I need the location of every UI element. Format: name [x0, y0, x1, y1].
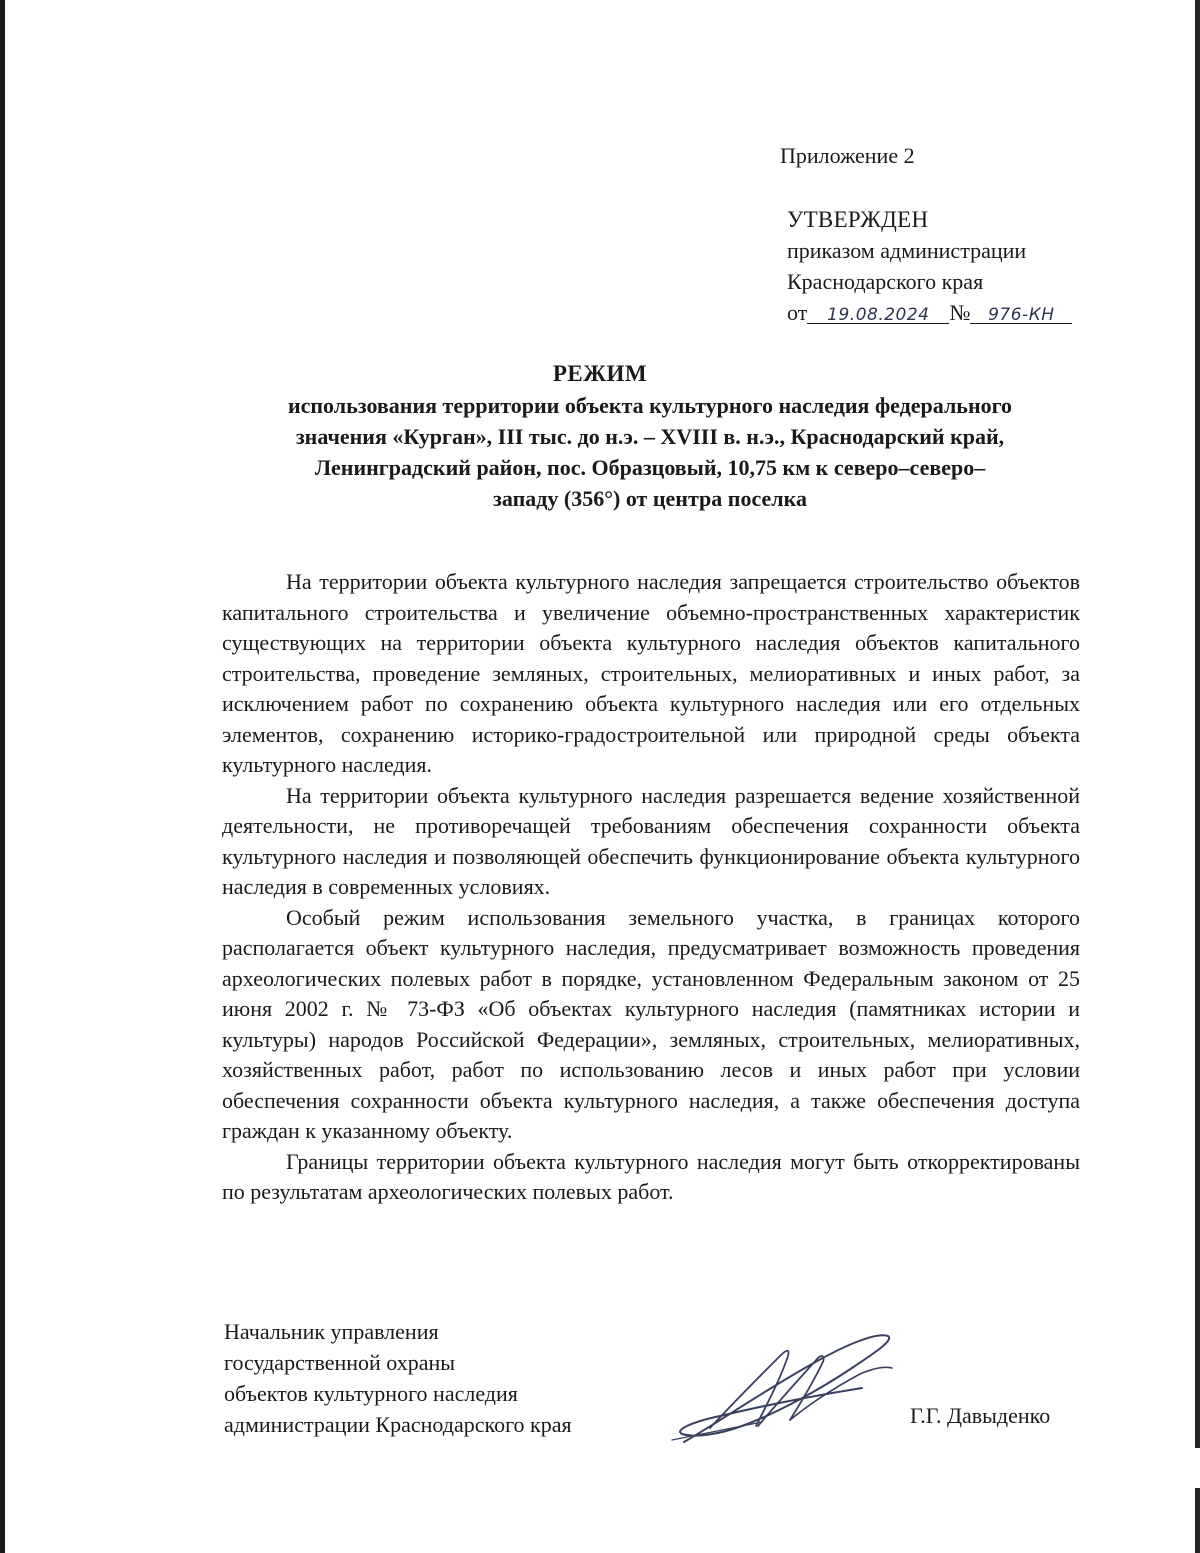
body-paragraph: На территории объекта культурного наследия запрещается строительство объектов капитального строительства и увеличение объемно-пространственных характеристик существующих на территории объекта культурного наследия объектов капитального строительства, проведение земляных, строительных, мелиоративных и иных работ, за исключением работ по сохранению объекта культурного наследия или его отдельных элементов, сохранению историко-градостроительной или природной среды объекта культурного наследия. [222, 569, 1080, 777]
signer-name: Г.Г. Давыденко [910, 1403, 1051, 1428]
subtitle-line: использования территории объекта культурного наследия федерального [287, 393, 1013, 418]
body-paragraph: Границы территории объекта культурного наследия могут быть откорректированы по результатам археологических полевых работ. [222, 1148, 1080, 1204]
date-field [807, 299, 949, 324]
subtitle-line: значения «Курган», III тыс. до н.э. – XVIII в. н.э., Краснодарский край, [295, 424, 1005, 449]
approval-line: Краснодарского края [787, 269, 984, 294]
approval-line: приказом администрации [787, 238, 1027, 263]
number-prefix: № [949, 300, 971, 325]
subtitle-line: Ленинградский район, пос. Образцовый, 10,75 км к северо–северо– [314, 455, 986, 480]
subtitle-line: западу (356°) от центра поселка [493, 486, 807, 511]
scan-edge-left [0, 0, 5, 1553]
handwritten-number: 976-КН [988, 305, 1055, 325]
handwritten-date: 19.08.2024 [827, 305, 930, 325]
signer-position-line: Начальник управления [224, 1319, 439, 1344]
document-title: РЕЖИМ [552, 361, 648, 386]
handwritten-signature [662, 1322, 902, 1452]
approval-heading: УТВЕРЖДЕН [787, 207, 929, 232]
number-field [970, 299, 1072, 324]
body-paragraph: На территории объекта культурного наследия разрешается ведение хозяйственной деятельности, не противоречащей требованиям обеспечения сохранности объекта культурного наследия и позволяющей обеспечить функционирование объекта культурного наследия в современных условиях. [222, 782, 1080, 899]
document-body [222, 567, 1080, 1208]
signer-position-line: администрации Краснодарского края [224, 1412, 572, 1437]
approval-date-line [787, 297, 1072, 328]
body-paragraph: Особый режим использования земельного участка, в границах которого располагается объект культурного наследия, предусматривает возможность проведения археологических полевых работ в порядке, установленном Федеральным законом от 25 июня 2002 г. № 73-ФЗ «Об объектах культурного наследия (памятниках истории и культуры) народов Российской Федерации», земляных, строительных, мелиоративных, хозяйственных работ, работ по использованию лесов и иных работ при условии обеспечения сохранности объекта культурного наследия, а также обеспечения доступа граждан к указанному объекту. [222, 904, 1080, 1143]
approval-block [787, 204, 1072, 328]
signer-position [224, 1316, 572, 1440]
scan-edge-right [1195, 0, 1200, 1553]
signer-position-line: объектов культурного наследия [224, 1381, 518, 1406]
appendix-label: Приложение 2 [780, 143, 915, 168]
signer-position-line: государственной охраны [224, 1350, 456, 1375]
date-prefix: от [787, 300, 808, 325]
document-subtitle [220, 390, 1080, 514]
